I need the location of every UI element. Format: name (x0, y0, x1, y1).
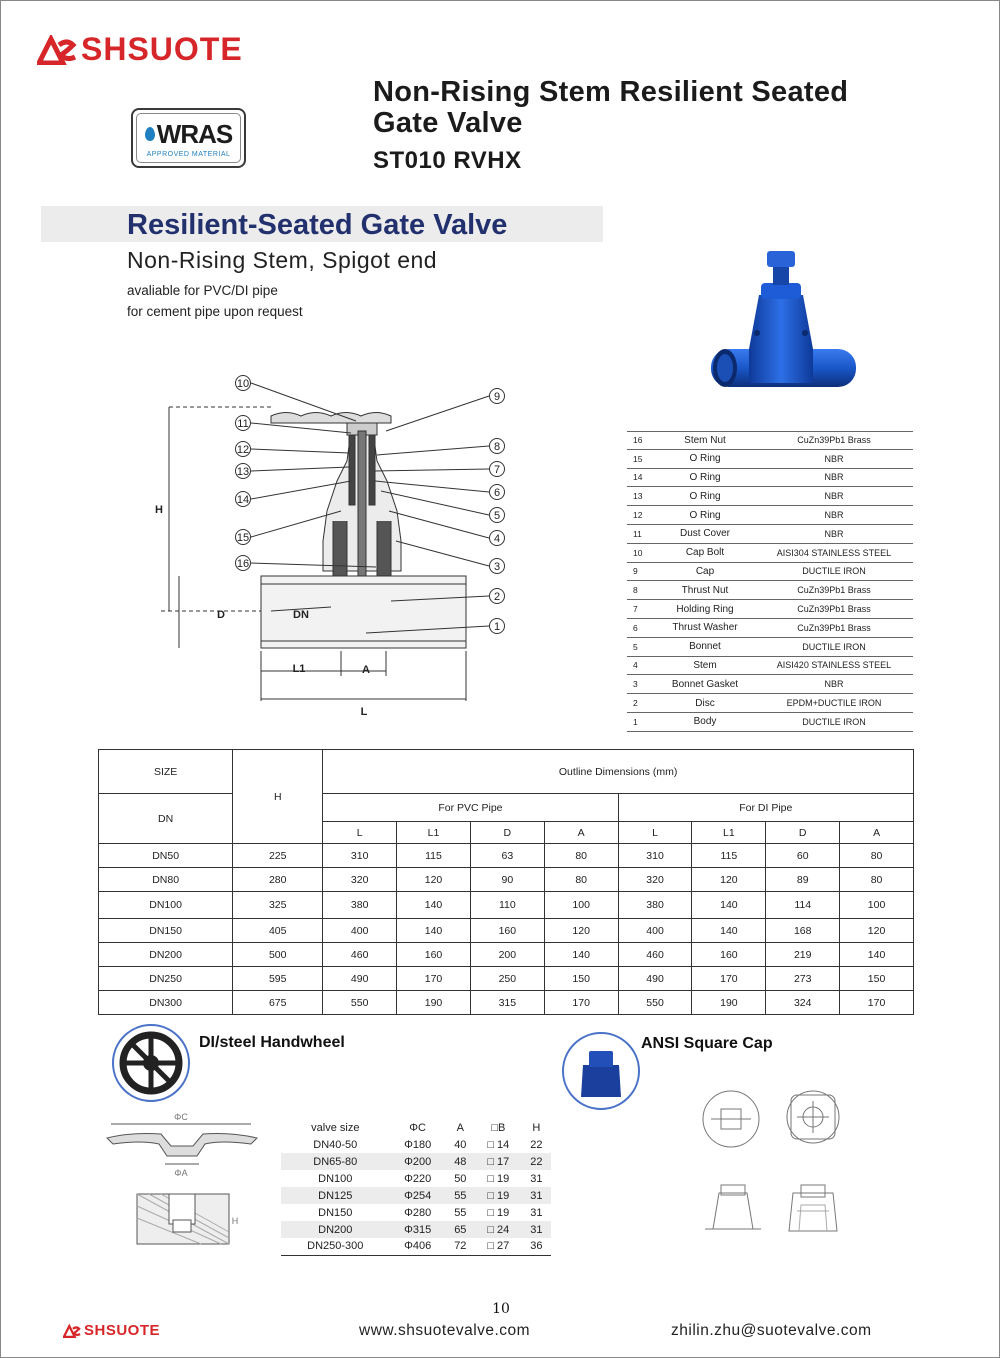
handwheel-cell: Φ200 (390, 1153, 446, 1170)
parts-row (627, 675, 913, 694)
handwheel-label-phic: ΦC (174, 1112, 188, 1122)
dim-label-l: L (360, 706, 368, 718)
handwheel-cell: □ 14 (487, 1138, 510, 1151)
handwheel-label-phia: ΦA (174, 1168, 188, 1178)
dimension-cell: 250 (470, 967, 544, 991)
svg-text:6: 6 (493, 487, 501, 499)
part-material: NBR (824, 679, 844, 690)
dimension-cell: 115 (692, 844, 766, 868)
dimension-cell: 190 (692, 991, 766, 1015)
title-line-1: Non-Rising Stem Resilient Seated (373, 76, 849, 108)
part-number: 11 (633, 528, 642, 539)
table-row (281, 1221, 551, 1238)
dimension-cell: 500 (233, 943, 323, 967)
handwheel-cell: Φ254 (390, 1187, 446, 1204)
dimension-cell: 490 (618, 967, 692, 991)
part-material: DUCTILE IRON (802, 641, 866, 652)
handwheel-cell: 65 (446, 1221, 475, 1238)
dimension-cell: 315 (470, 991, 544, 1015)
dimension-cell: 320 (618, 868, 692, 892)
part-material: DUCTILE IRON (802, 566, 866, 577)
svg-text:15: 15 (236, 532, 250, 544)
part-material: DUCTILE IRON (802, 716, 866, 727)
handwheel-cell: 31 (522, 1187, 551, 1204)
dimensions-table (98, 749, 914, 1015)
handwheel-header-cell: H (532, 1121, 541, 1134)
callout-6 (490, 485, 505, 500)
callout-15 (236, 530, 251, 545)
part-name: Holding Ring (676, 603, 734, 615)
dimension-cell: 595 (233, 967, 323, 991)
dim-label-l1: L1 (292, 663, 306, 675)
dimension-cell: 460 (323, 943, 397, 967)
dims-subheader-cell: A (544, 822, 618, 844)
handwheel-header-cell: A (456, 1121, 464, 1134)
callout-12 (236, 442, 251, 457)
table-row (281, 1170, 551, 1187)
wras-subtext: APPROVED MATERIAL (146, 150, 231, 158)
dimension-cell: 405 (233, 919, 323, 943)
size-header: SIZE (99, 750, 233, 794)
table-row (281, 1238, 551, 1255)
dimension-cell: 170 (692, 967, 766, 991)
svg-text:2: 2 (493, 591, 501, 603)
dims-subheader-cell: L1 (397, 822, 471, 844)
table-row (281, 1187, 551, 1204)
part-number: 14 (633, 472, 643, 483)
part-name: Cap Bolt (685, 547, 725, 559)
handwheel-title: DI/steel Handwheel (199, 1034, 345, 1051)
table-row (281, 1153, 551, 1170)
parts-row (627, 450, 913, 469)
parts-row (627, 487, 913, 506)
dimension-cell: 550 (323, 991, 397, 1015)
dimension-cell: 100 (544, 892, 618, 919)
svg-text:4: 4 (493, 533, 501, 545)
table-row (99, 919, 914, 943)
handwheel-cell: DN40-50 (313, 1138, 358, 1151)
section-subtitle: Non-Rising Stem, Spigot end (127, 247, 438, 273)
handwheel-cell: DN65-80 (281, 1153, 390, 1170)
callout-14 (236, 492, 251, 507)
dims-subheader-cell: L (323, 822, 397, 844)
dimension-cell: 90 (470, 868, 544, 892)
parts-row (627, 600, 913, 619)
dim-label-h: H (155, 504, 163, 516)
part-name: Thrust Nut (681, 584, 729, 596)
dimension-cell: 150 (840, 967, 914, 991)
part-name: O Ring (689, 509, 721, 521)
parts-row (627, 619, 913, 638)
dimension-cell: 200 (470, 943, 544, 967)
pvc-header: For PVC Pipe (323, 794, 618, 822)
svg-text:7: 7 (493, 464, 501, 476)
callout-7 (490, 462, 505, 477)
dimension-cell: 80 (544, 844, 618, 868)
dimension-cell: 80 (544, 868, 618, 892)
dimension-cell: 140 (397, 919, 471, 943)
handwheel-cell: □ 24 (475, 1221, 522, 1238)
part-number: 1 (633, 716, 638, 727)
part-name: O Ring (689, 471, 721, 483)
part-number: 16 (633, 435, 643, 446)
handwheel-cell: 31 (530, 1206, 543, 1219)
dimension-cell: 324 (766, 991, 840, 1015)
handwheel-cell: □ 27 (475, 1238, 522, 1255)
handwheel-cell: DN100 (318, 1172, 353, 1185)
table-row (99, 892, 914, 919)
dim-label-a: A (362, 664, 370, 676)
handwheel-header-cell: ΦC (409, 1121, 426, 1134)
part-name: Bonnet Gasket (671, 678, 739, 690)
size-cell: DN200 (99, 943, 233, 967)
part-name: Stem Nut (684, 434, 726, 446)
part-material: CuZn39Pb1 Brass (797, 585, 871, 596)
svg-text:16: 16 (236, 558, 250, 570)
outline-header: Outline Dimensions (mm) (323, 750, 914, 794)
square-cap-drawing (651, 1081, 891, 1261)
dimension-cell: 170 (544, 991, 618, 1015)
dimension-cell: 400 (618, 919, 692, 943)
callout-10 (236, 376, 251, 391)
dimension-cell: 190 (397, 991, 471, 1015)
dimension-cell: 460 (618, 943, 692, 967)
dimension-cell: 89 (766, 868, 840, 892)
part-number: 6 (633, 622, 638, 633)
table-row (281, 1204, 551, 1221)
footer-email[interactable]: zhilin.zhu@suotevalve.com (671, 1322, 872, 1339)
size-cell: DN300 (99, 991, 233, 1015)
page-title (373, 77, 848, 139)
handwheel-cell: DN125 (281, 1187, 390, 1204)
dims-subheader-cell: D (766, 822, 840, 844)
dimension-cell: 675 (233, 991, 323, 1015)
part-name: O Ring (689, 490, 721, 502)
handwheel-cell: 40 (454, 1138, 467, 1151)
dimension-cell: 120 (397, 868, 471, 892)
part-material: NBR (824, 453, 844, 464)
dimension-cell: 63 (470, 844, 544, 868)
size-cell: DN150 (99, 919, 233, 943)
table-row (281, 1136, 551, 1153)
dimension-cell: 120 (544, 919, 618, 943)
dimension-cell: 380 (618, 892, 692, 919)
handwheel-cell: 50 (454, 1172, 467, 1185)
dimension-cell: 160 (692, 943, 766, 967)
part-material: EPDM+DUCTILE IRON (786, 698, 882, 709)
size-cell: DN250 (99, 967, 233, 991)
dimension-cell: 60 (766, 844, 840, 868)
table-row (99, 991, 914, 1015)
handwheel-cell: DN200 (281, 1221, 390, 1238)
wras-badge (131, 108, 246, 168)
handwheel-cell: □ 19 (475, 1187, 522, 1204)
handwheel-cell: 55 (454, 1206, 467, 1219)
parts-row (627, 581, 913, 600)
dimension-cell: 380 (323, 892, 397, 919)
dimension-cell: 490 (323, 967, 397, 991)
svg-text:5: 5 (493, 510, 501, 522)
parts-row (627, 431, 913, 450)
parts-row (627, 525, 913, 544)
part-name: O Ring (689, 453, 721, 465)
handwheel-cell: Φ280 (404, 1206, 432, 1219)
size-cell: DN80 (99, 868, 233, 892)
handwheel-cell: 31 (522, 1221, 551, 1238)
dimension-cell: 550 (618, 991, 692, 1015)
table-row (99, 943, 914, 967)
callout-4 (490, 531, 505, 546)
parts-row (627, 638, 913, 657)
dimension-cell: 225 (233, 844, 323, 868)
table-row (99, 844, 914, 868)
callout-9 (490, 389, 505, 404)
di-header: For DI Pipe (618, 794, 913, 822)
part-material: NBR (824, 491, 844, 502)
dimension-cell: 168 (766, 919, 840, 943)
svg-text:12: 12 (236, 444, 250, 456)
callout-13 (236, 464, 251, 479)
handwheel-header-cell: □B (491, 1121, 506, 1134)
callout-8 (490, 439, 505, 454)
dimension-cell: 140 (692, 919, 766, 943)
size-cell: DN50 (99, 844, 233, 868)
part-number: 9 (633, 566, 638, 577)
part-number: 3 (633, 679, 638, 690)
part-material: CuZn39Pb1 Brass (797, 604, 871, 615)
handwheel-table (281, 1119, 551, 1256)
svg-text:10: 10 (236, 378, 250, 390)
part-material: CuZn39Pb1 Brass (797, 622, 871, 633)
part-name: Stem (693, 659, 717, 671)
handwheel-cell: 36 (522, 1238, 551, 1255)
parts-row (627, 657, 913, 676)
footer-brand-name: SHSUOTE (84, 1322, 161, 1339)
dimension-cell: 320 (323, 868, 397, 892)
dims-subheader-cell: D (470, 822, 544, 844)
handwheel-photo (111, 1023, 191, 1103)
handwheel-header-cell: valve size (311, 1121, 360, 1134)
dimension-cell: 150 (544, 967, 618, 991)
cement-pipe-note: for cement pipe upon request (127, 304, 303, 319)
parts-row (627, 544, 913, 563)
dimension-cell: 310 (618, 844, 692, 868)
dim-label-d: D (217, 609, 225, 621)
svg-text:13: 13 (236, 466, 250, 478)
part-material: NBR (824, 528, 844, 539)
part-name: Disc (695, 697, 715, 709)
cap-title: ANSI Square Cap (641, 1035, 773, 1052)
parts-row (627, 469, 913, 488)
parts-list (627, 431, 913, 732)
dimension-cell: 170 (397, 967, 471, 991)
part-number: 5 (633, 641, 638, 652)
handwheel-cell: □ 17 (475, 1153, 522, 1170)
brand-logo (37, 31, 243, 68)
handwheel-cell: Φ220 (404, 1172, 432, 1185)
dimension-cell: 400 (323, 919, 397, 943)
part-material: NBR (824, 472, 844, 483)
handwheel-drawing (101, 1106, 266, 1256)
svg-text:9: 9 (493, 391, 501, 403)
dimension-cell: 120 (692, 868, 766, 892)
parts-row (627, 563, 913, 582)
handwheel-header-row (281, 1119, 551, 1136)
page-number: 10 (492, 1301, 510, 1317)
part-number: 12 (633, 510, 643, 521)
svg-text:11: 11 (237, 418, 249, 430)
handwheel-cell: 55 (446, 1187, 475, 1204)
water-drop-icon (145, 127, 155, 141)
dimension-cell: 140 (840, 943, 914, 967)
dimension-cell: 280 (233, 868, 323, 892)
handwheel-cell: 31 (530, 1172, 543, 1185)
footer-website[interactable]: www.shsuotevalve.com (359, 1322, 531, 1339)
part-number: 10 (633, 547, 643, 558)
dimension-cell: 310 (323, 844, 397, 868)
part-number: 13 (633, 491, 643, 502)
dimension-cell: 110 (470, 892, 544, 919)
parts-row (627, 506, 913, 525)
dimension-cell: 325 (233, 892, 323, 919)
brand-name: SHSUOTE (81, 31, 243, 67)
part-name: Thrust Washer (672, 622, 738, 634)
dimension-cell: 80 (840, 868, 914, 892)
part-material: AISI304 STAINLESS STEEL (776, 547, 892, 558)
brand-mark-icon (63, 1324, 81, 1338)
svg-text:8: 8 (493, 441, 501, 453)
svg-text:14: 14 (236, 494, 250, 506)
handwheel-label-h: H (231, 1216, 239, 1226)
dimension-cell: 140 (397, 892, 471, 919)
callout-16 (236, 556, 251, 571)
section-title: Resilient-Seated Gate Valve (127, 209, 508, 241)
svg-text:3: 3 (493, 561, 501, 573)
dims-subheader-cell: A (840, 822, 914, 844)
handwheel-cell: Φ180 (404, 1138, 432, 1151)
dimension-cell: 120 (840, 919, 914, 943)
dimension-cell: 273 (766, 967, 840, 991)
handwheel-cell: DN150 (318, 1206, 353, 1219)
part-name: Dust Cover (679, 528, 730, 540)
callout-11 (236, 416, 251, 431)
dim-label-dn: DN (293, 609, 309, 621)
handwheel-cell: 22 (530, 1138, 543, 1151)
size-cell: DN100 (99, 892, 233, 919)
part-number: 8 (633, 585, 638, 596)
part-material: NBR (824, 510, 844, 521)
availability-note: avaliable for PVC/DI pipe (127, 283, 278, 298)
handwheel-cell: □ 19 (487, 1172, 510, 1185)
handwheel-cell: 48 (446, 1153, 475, 1170)
part-number: 15 (633, 453, 643, 464)
dimension-cell: 80 (840, 844, 914, 868)
parts-row (627, 713, 913, 732)
part-material: CuZn39Pb1 Brass (797, 435, 871, 446)
part-name: Body (693, 716, 717, 728)
dimension-cell: 170 (840, 991, 914, 1015)
wras-text: WRAS (156, 118, 233, 149)
dimension-cell: 100 (840, 892, 914, 919)
svg-text:1: 1 (493, 621, 501, 633)
cross-section-drawing (151, 371, 511, 721)
footer-brand-logo (63, 1322, 160, 1339)
handwheel-cell: 22 (522, 1153, 551, 1170)
part-number: 4 (633, 660, 638, 671)
model-number: ST010 RVHX (373, 147, 522, 174)
dimension-cell: 219 (766, 943, 840, 967)
square-cap-photo (561, 1031, 641, 1111)
dimension-cell: 140 (692, 892, 766, 919)
dimension-cell: 160 (397, 943, 471, 967)
handwheel-cell: DN250-300 (281, 1238, 390, 1255)
part-number: 2 (633, 698, 638, 709)
handwheel-cell: Φ406 (390, 1238, 446, 1255)
dimension-cell: 140 (544, 943, 618, 967)
part-material: AISI420 STAINLESS STEEL (776, 660, 892, 671)
callout-2 (490, 589, 505, 604)
title-line-2: Gate Valve (373, 107, 523, 139)
callout-3 (490, 559, 505, 574)
dimension-cell: 114 (766, 892, 840, 919)
dimension-cell: 160 (470, 919, 544, 943)
dimension-cell: 115 (397, 844, 471, 868)
valve-product-image (701, 245, 861, 405)
callout-5 (490, 508, 505, 523)
table-row (99, 868, 914, 892)
parts-row (627, 694, 913, 713)
brand-mark-icon (37, 35, 77, 65)
part-name: Bonnet (689, 641, 721, 653)
handwheel-cell: Φ315 (390, 1221, 446, 1238)
dims-subheader-cell: L (618, 822, 692, 844)
dn-header: DN (99, 794, 233, 844)
h-header: H (233, 750, 323, 844)
part-number: 7 (633, 604, 638, 615)
handwheel-cell: 72 (446, 1238, 475, 1255)
callout-1 (490, 619, 505, 634)
dims-subheader-cell: L1 (692, 822, 766, 844)
handwheel-cell: □ 19 (487, 1206, 510, 1219)
part-name: Cap (695, 565, 715, 577)
table-row (99, 967, 914, 991)
